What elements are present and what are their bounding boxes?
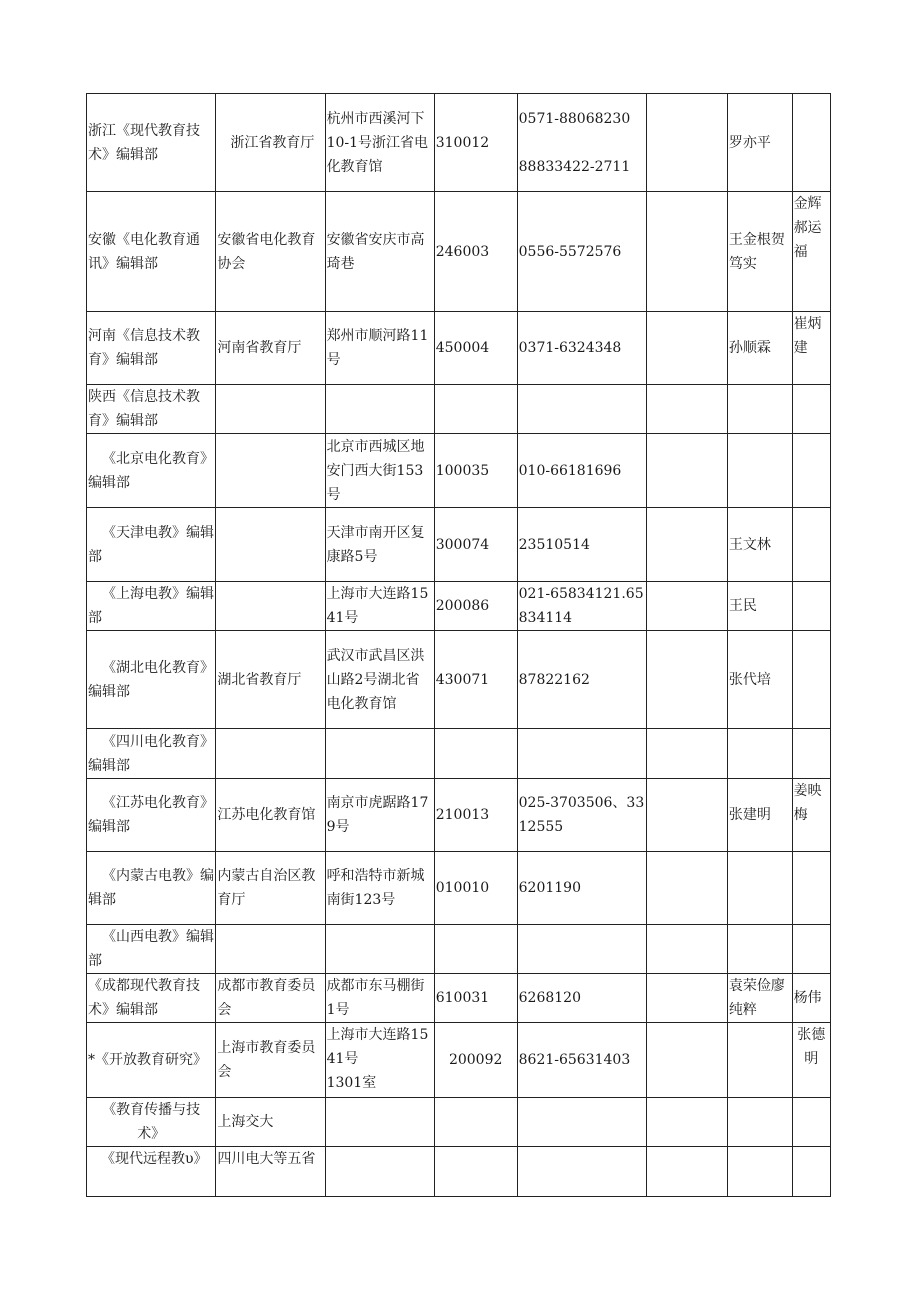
- cell-phone: 025-3703506、3312555: [517, 779, 646, 852]
- cell-phone: 87822162: [517, 631, 646, 729]
- table-row: [87, 385, 831, 434]
- cell-extra: [647, 852, 728, 925]
- table-row: [87, 1023, 831, 1098]
- cell-org: 上海交大: [216, 1098, 325, 1147]
- cell-phone: 23510514: [517, 508, 646, 582]
- cell-address: 郑州市顺河路11号: [325, 312, 434, 385]
- cell-person: 袁荣俭廖纯粹: [727, 974, 792, 1023]
- cell-person2: [792, 729, 830, 779]
- cell-person2: 金辉郝运福: [792, 192, 830, 312]
- cell-address: 杭州市西溪河下10-1号浙江省电化教育馆: [325, 94, 434, 192]
- cell-extra: [647, 1023, 728, 1098]
- table-row: [87, 192, 831, 312]
- cell-org: 成都市教育委员会: [216, 974, 325, 1023]
- cell-person: 孙顺霖: [727, 312, 792, 385]
- cell-phone: 6201190: [517, 852, 646, 925]
- cell-address: 南京市虎踞路179号: [325, 779, 434, 852]
- table-row: [87, 852, 831, 925]
- cell-name: 《湖北电化教育》编辑部: [87, 631, 216, 729]
- cell-org: 安徽省电化教育协会: [216, 192, 325, 312]
- cell-extra: [647, 729, 728, 779]
- cell-zip: [434, 925, 517, 974]
- cell-org: 江苏电化教育馆: [216, 779, 325, 852]
- cell-person2: 崔炳建: [792, 312, 830, 385]
- cell-person2: 姜映梅: [792, 779, 830, 852]
- cell-zip: 430071: [434, 631, 517, 729]
- cell-extra: [647, 1147, 728, 1197]
- cell-org: 内蒙古自治区教育厅: [216, 852, 325, 925]
- cell-extra: [647, 582, 728, 631]
- cell-person2: [792, 94, 830, 192]
- cell-org: 浙江省教育厅: [216, 94, 325, 192]
- table-row: [87, 729, 831, 779]
- cell-address: [325, 925, 434, 974]
- cell-extra: [647, 434, 728, 508]
- cell-extra: [647, 385, 728, 434]
- cell-person2: [792, 1147, 830, 1197]
- cell-person2: [792, 582, 830, 631]
- cell-zip: [434, 385, 517, 434]
- table-row: [87, 508, 831, 582]
- table-row: [87, 94, 831, 192]
- cell-person2: [792, 925, 830, 974]
- cell-person: [727, 729, 792, 779]
- cell-name: *《开放教育研究》: [87, 1023, 216, 1098]
- cell-org: 上海市教育委员会: [216, 1023, 325, 1098]
- table-row: [87, 434, 831, 508]
- cell-address: 武汉市武昌区洪山路2号湖北省电化教育馆: [325, 631, 434, 729]
- cell-name: 《四川电化教育》编辑部: [87, 729, 216, 779]
- cell-extra: [647, 94, 728, 192]
- cell-phone: 6268120: [517, 974, 646, 1023]
- cell-zip: 610031: [434, 974, 517, 1023]
- cell-phone: 0371-6324348: [517, 312, 646, 385]
- table-row: [87, 925, 831, 974]
- cell-address: 安徽省安庆市高琦巷: [325, 192, 434, 312]
- cell-org: [216, 925, 325, 974]
- cell-extra: [647, 974, 728, 1023]
- cell-extra: [647, 508, 728, 582]
- cell-name: 河南《信息技术教育》编辑部: [87, 312, 216, 385]
- table-row: [87, 631, 831, 729]
- cell-extra: [647, 925, 728, 974]
- cell-extra: [647, 1098, 728, 1147]
- address-line-1: 上海市大连路1541号: [326, 1027, 429, 1067]
- cell-name: 《成都现代教育技术》编辑部: [87, 974, 216, 1023]
- cell-person: [727, 925, 792, 974]
- cell-person: 王文林: [727, 508, 792, 582]
- cell-name: 浙江《现代教育技术》编辑部: [87, 94, 216, 192]
- cell-name: 《天津电教》编辑部: [87, 508, 216, 582]
- cell-phone: 0556-5572576: [517, 192, 646, 312]
- cell-address: 成都市东马棚街1号: [325, 974, 434, 1023]
- cell-person: 张建明: [727, 779, 792, 852]
- cell-person: [727, 1023, 792, 1098]
- table-row: [87, 974, 831, 1023]
- cell-person: [727, 385, 792, 434]
- cell-name: 《现代远程教υ》: [87, 1147, 216, 1197]
- phone-line-1: 0571-88068230: [518, 110, 631, 127]
- cell-phone: [517, 385, 646, 434]
- cell-phone: [517, 729, 646, 779]
- cell-address: 呼和浩特市新城南街123号: [325, 852, 434, 925]
- cell-address: [325, 1098, 434, 1147]
- phone-line-2: 88833422-2711: [518, 158, 631, 175]
- cell-extra: [647, 192, 728, 312]
- cell-extra: [647, 312, 728, 385]
- cell-org: 河南省教育厅: [216, 312, 325, 385]
- table-row: [87, 582, 831, 631]
- cell-name: 安徽《电化教育通讯》编辑部: [87, 192, 216, 312]
- cell-zip: 300074: [434, 508, 517, 582]
- cell-person2: [792, 385, 830, 434]
- cell-address: 上海市大连路1541号: [325, 582, 434, 631]
- cell-person2: [792, 434, 830, 508]
- cell-person2: [792, 631, 830, 729]
- cell-person2: [792, 852, 830, 925]
- cell-person2: 杨伟: [792, 974, 830, 1023]
- cell-zip: 100035: [434, 434, 517, 508]
- cell-extra: [647, 779, 728, 852]
- cell-person: 张代培: [727, 631, 792, 729]
- cell-name: 《教育传播与技术》: [87, 1098, 216, 1147]
- cell-person: [727, 852, 792, 925]
- cell-phone: [517, 1098, 646, 1147]
- cell-extra: [647, 631, 728, 729]
- cell-person2: [792, 1098, 830, 1147]
- cell-person: 罗亦平: [727, 94, 792, 192]
- cell-zip: 200092: [434, 1023, 517, 1098]
- cell-person: 王民: [727, 582, 792, 631]
- cell-org: [216, 434, 325, 508]
- cell-person: [727, 1098, 792, 1147]
- cell-zip: 450004: [434, 312, 517, 385]
- cell-person: [727, 434, 792, 508]
- cell-zip: 210013: [434, 779, 517, 852]
- cell-phone: [517, 94, 646, 192]
- cell-person2: 张德明: [792, 1023, 830, 1098]
- cell-zip: [434, 1147, 517, 1197]
- cell-name: 《内蒙古电教》编辑部: [87, 852, 216, 925]
- cell-zip: 200086: [434, 582, 517, 631]
- cell-phone: 021-65834121.65834114: [517, 582, 646, 631]
- cell-org: [216, 508, 325, 582]
- directory-table: [86, 93, 831, 1197]
- cell-name: 《北京电化教育》编辑部: [87, 434, 216, 508]
- table-row: [87, 1147, 831, 1197]
- cell-org: [216, 385, 325, 434]
- cell-org: 四川电大等五省: [216, 1147, 325, 1197]
- table-row: [87, 779, 831, 852]
- cell-phone: [517, 1147, 646, 1197]
- cell-phone: [517, 925, 646, 974]
- cell-org: [216, 729, 325, 779]
- cell-zip: 310012: [434, 94, 517, 192]
- cell-phone: 010-66181696: [517, 434, 646, 508]
- cell-name: 《上海电教》编辑部: [87, 582, 216, 631]
- table-row: [87, 1098, 831, 1147]
- cell-zip: [434, 729, 517, 779]
- cell-address: [325, 385, 434, 434]
- cell-name: 《山西电教》编辑部: [87, 925, 216, 974]
- address-line-2: 1301室: [326, 1075, 377, 1091]
- cell-address: 北京市西城区地安门西大街153号: [325, 434, 434, 508]
- cell-name: 陕西《信息技术教育》编辑部: [87, 385, 216, 434]
- cell-person: [727, 1147, 792, 1197]
- cell-org: 湖北省教育厅: [216, 631, 325, 729]
- cell-person2: [792, 508, 830, 582]
- cell-address: [325, 1147, 434, 1197]
- cell-address: [325, 1023, 434, 1098]
- cell-zip: 246003: [434, 192, 517, 312]
- cell-phone: 8621-65631403: [517, 1023, 646, 1098]
- cell-name: 《江苏电化教育》编辑部: [87, 779, 216, 852]
- cell-address: 天津市南开区复康路5号: [325, 508, 434, 582]
- cell-address: [325, 729, 434, 779]
- table-row: [87, 312, 831, 385]
- cell-zip: 010010: [434, 852, 517, 925]
- cell-person: 王金根贺笃实: [727, 192, 792, 312]
- cell-org: [216, 582, 325, 631]
- cell-zip: [434, 1098, 517, 1147]
